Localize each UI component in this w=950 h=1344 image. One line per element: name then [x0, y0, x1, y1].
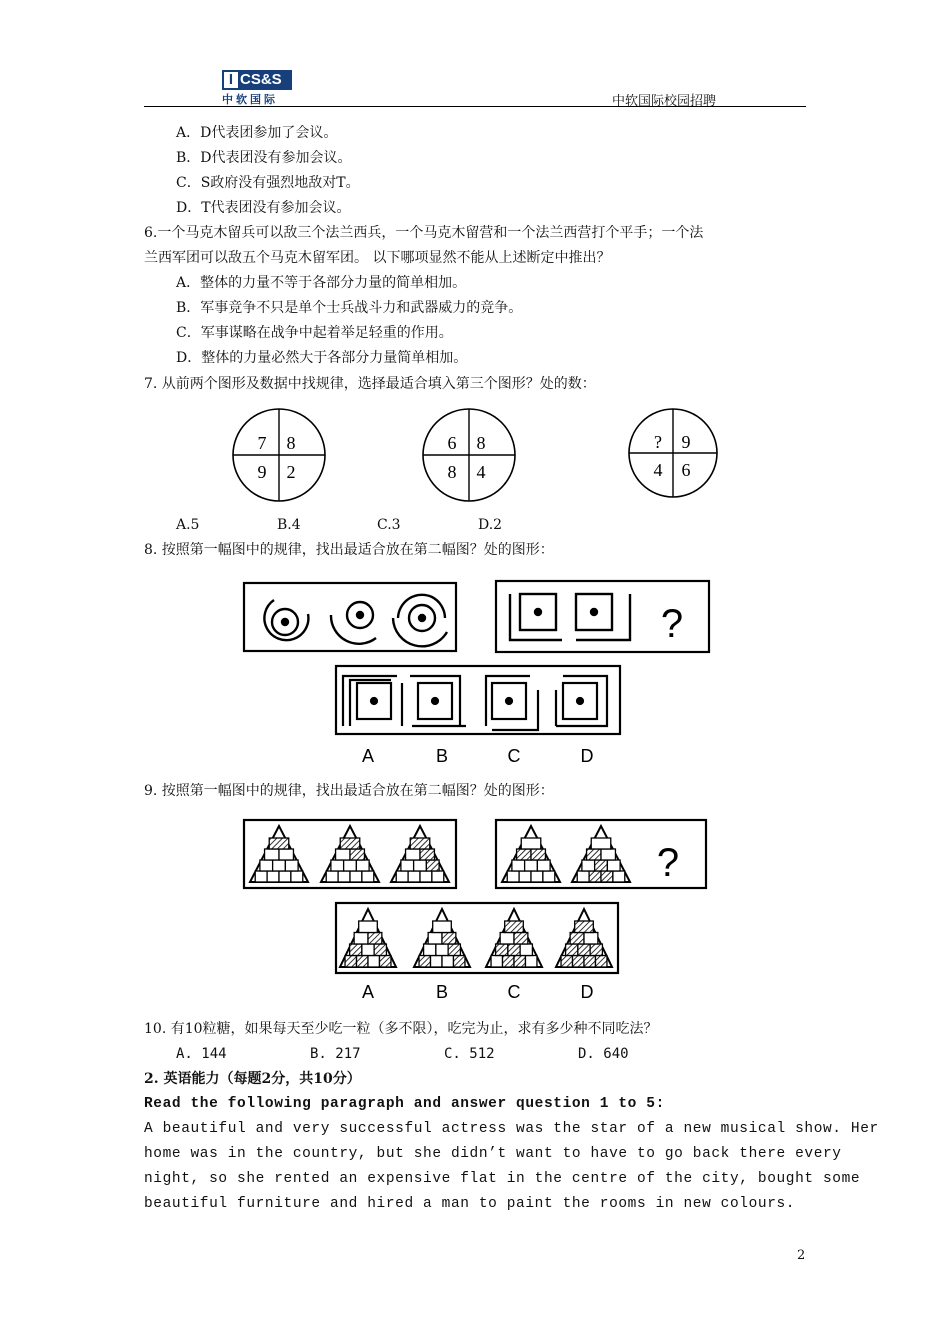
- paragraph-line-2: home was in the country, but she didn’t want to have to go back there every: [144, 1146, 842, 1162]
- q6-option-a: A．整体的力量不等于各部分力量的简单相加。: [176, 275, 467, 291]
- q6-question-line1: 6.一个马克木留兵可以敌三个法兰西兵，一个马克木留营和一个法兰西营打个平手；一个法: [144, 225, 704, 241]
- logo-cn-text: 中软国际: [222, 93, 278, 106]
- header-title: 中软国际校园招聘: [612, 94, 717, 109]
- q6-option-b: B．军事竞争不只是单个士兵战斗力和武器威力的竞争。: [176, 300, 523, 316]
- section2-instruction: Read the following paragraph and answer question 1 to 5:: [144, 1096, 665, 1112]
- q8-label-b: B: [435, 746, 449, 766]
- q6-question-line2: 兰西军团可以敌五个马克木留军团。 以下哪项显然不能从上述断定中推出？: [144, 250, 611, 266]
- paragraph-line-1: A beautiful and very successful actress was the star of a new musical show. Her: [144, 1121, 879, 1137]
- q9-option-d-pyramid: [556, 909, 612, 967]
- q10-option-a: A. 144: [176, 1046, 227, 1062]
- q7-c1-tr: 8: [286, 433, 296, 453]
- q7-c2-br: 4: [476, 462, 486, 482]
- paragraph-line-4: beautiful furniture and hired a man to paint the rooms in new colours.: [144, 1196, 796, 1212]
- q10-option-c: C. 512: [444, 1046, 495, 1062]
- q9-option-a-pyramid: [340, 909, 396, 967]
- q7-c3-br: 6: [681, 460, 691, 480]
- q8-question: 8. 按照第一幅图中的规律，找出最适合放在第二幅图？处的图形：: [144, 542, 554, 558]
- q10-option-b: B. 217: [310, 1046, 361, 1062]
- section2-title: 2. 英语能力（每题2分，共10分）: [144, 1071, 361, 1087]
- q7-c2-tr: 8: [476, 433, 486, 453]
- q5-option-b: B．D代表团没有参加会议。: [176, 150, 352, 166]
- q7-c3-tl: ?: [654, 432, 662, 452]
- q8-question-mark: ?: [660, 602, 684, 646]
- q8-label-a: A: [361, 746, 375, 766]
- q7-c2-bl: 8: [447, 462, 457, 482]
- q8-label-c: C: [507, 746, 521, 766]
- q9-pyramid-1: [250, 826, 308, 882]
- q7-option-a: A.5: [176, 517, 200, 533]
- q9-option-b-pyramid: [414, 909, 470, 967]
- q9-label-d: D: [580, 982, 594, 1002]
- q9-label-a: A: [361, 982, 375, 1002]
- page-number: 2: [797, 1248, 806, 1263]
- q9-pyramid-2: [321, 826, 379, 882]
- q8-label-d: D: [580, 746, 594, 766]
- q7-c3-tr: 9: [681, 432, 691, 452]
- q7-option-b: B.4: [277, 517, 301, 533]
- q9-pyramid-4: [502, 826, 560, 882]
- q9-pyramid-5: [572, 826, 630, 882]
- q10-option-d: D. 640: [578, 1046, 629, 1062]
- q9-question-mark: ?: [656, 841, 680, 885]
- q7-c2-tl: 6: [447, 433, 457, 453]
- q7-option-d: D.2: [478, 517, 503, 533]
- q5-option-c: C．S政府没有强烈地敌对T。: [176, 175, 360, 191]
- logo-text: CS&S: [240, 71, 282, 88]
- q6-option-c: C．军事谋略在战争中起着举足轻重的作用。: [176, 325, 453, 341]
- q7-question: 7. 从前两个图形及数据中找规律，选择最适合填入第三个图形？处的数：: [144, 376, 596, 392]
- q9-option-c-pyramid: [486, 909, 542, 967]
- logo-letter: I: [224, 72, 238, 88]
- q9-label-c: C: [507, 982, 521, 1002]
- q7-c3-bl: 4: [653, 460, 663, 480]
- q5-option-a: A．D代表团参加了会议。: [176, 125, 338, 141]
- q6-option-d: D．整体的力量必然大于各部分力量简单相加。: [176, 350, 468, 366]
- q7-option-c: C.3: [377, 517, 401, 533]
- q7-c1-tl: 7: [257, 433, 267, 453]
- q5-option-d: D．T代表团没有参加会议。: [176, 200, 351, 216]
- paragraph-line-3: night, so she rented an expensive flat in the centre of the city, bought some: [144, 1171, 861, 1187]
- q9-question: 9. 按照第一幅图中的规律，找出最适合放在第二幅图？处的图形：: [144, 783, 554, 799]
- q9-pyramid-3: [391, 826, 449, 882]
- q10-question: 10. 有10粒糖，如果每天至少吃一粒（多不限），吃完为止，求有多少种不同吃法？: [144, 1021, 658, 1037]
- q7-c1-br: 2: [286, 462, 296, 482]
- q7-c1-bl: 9: [257, 462, 267, 482]
- q9-label-b: B: [435, 982, 449, 1002]
